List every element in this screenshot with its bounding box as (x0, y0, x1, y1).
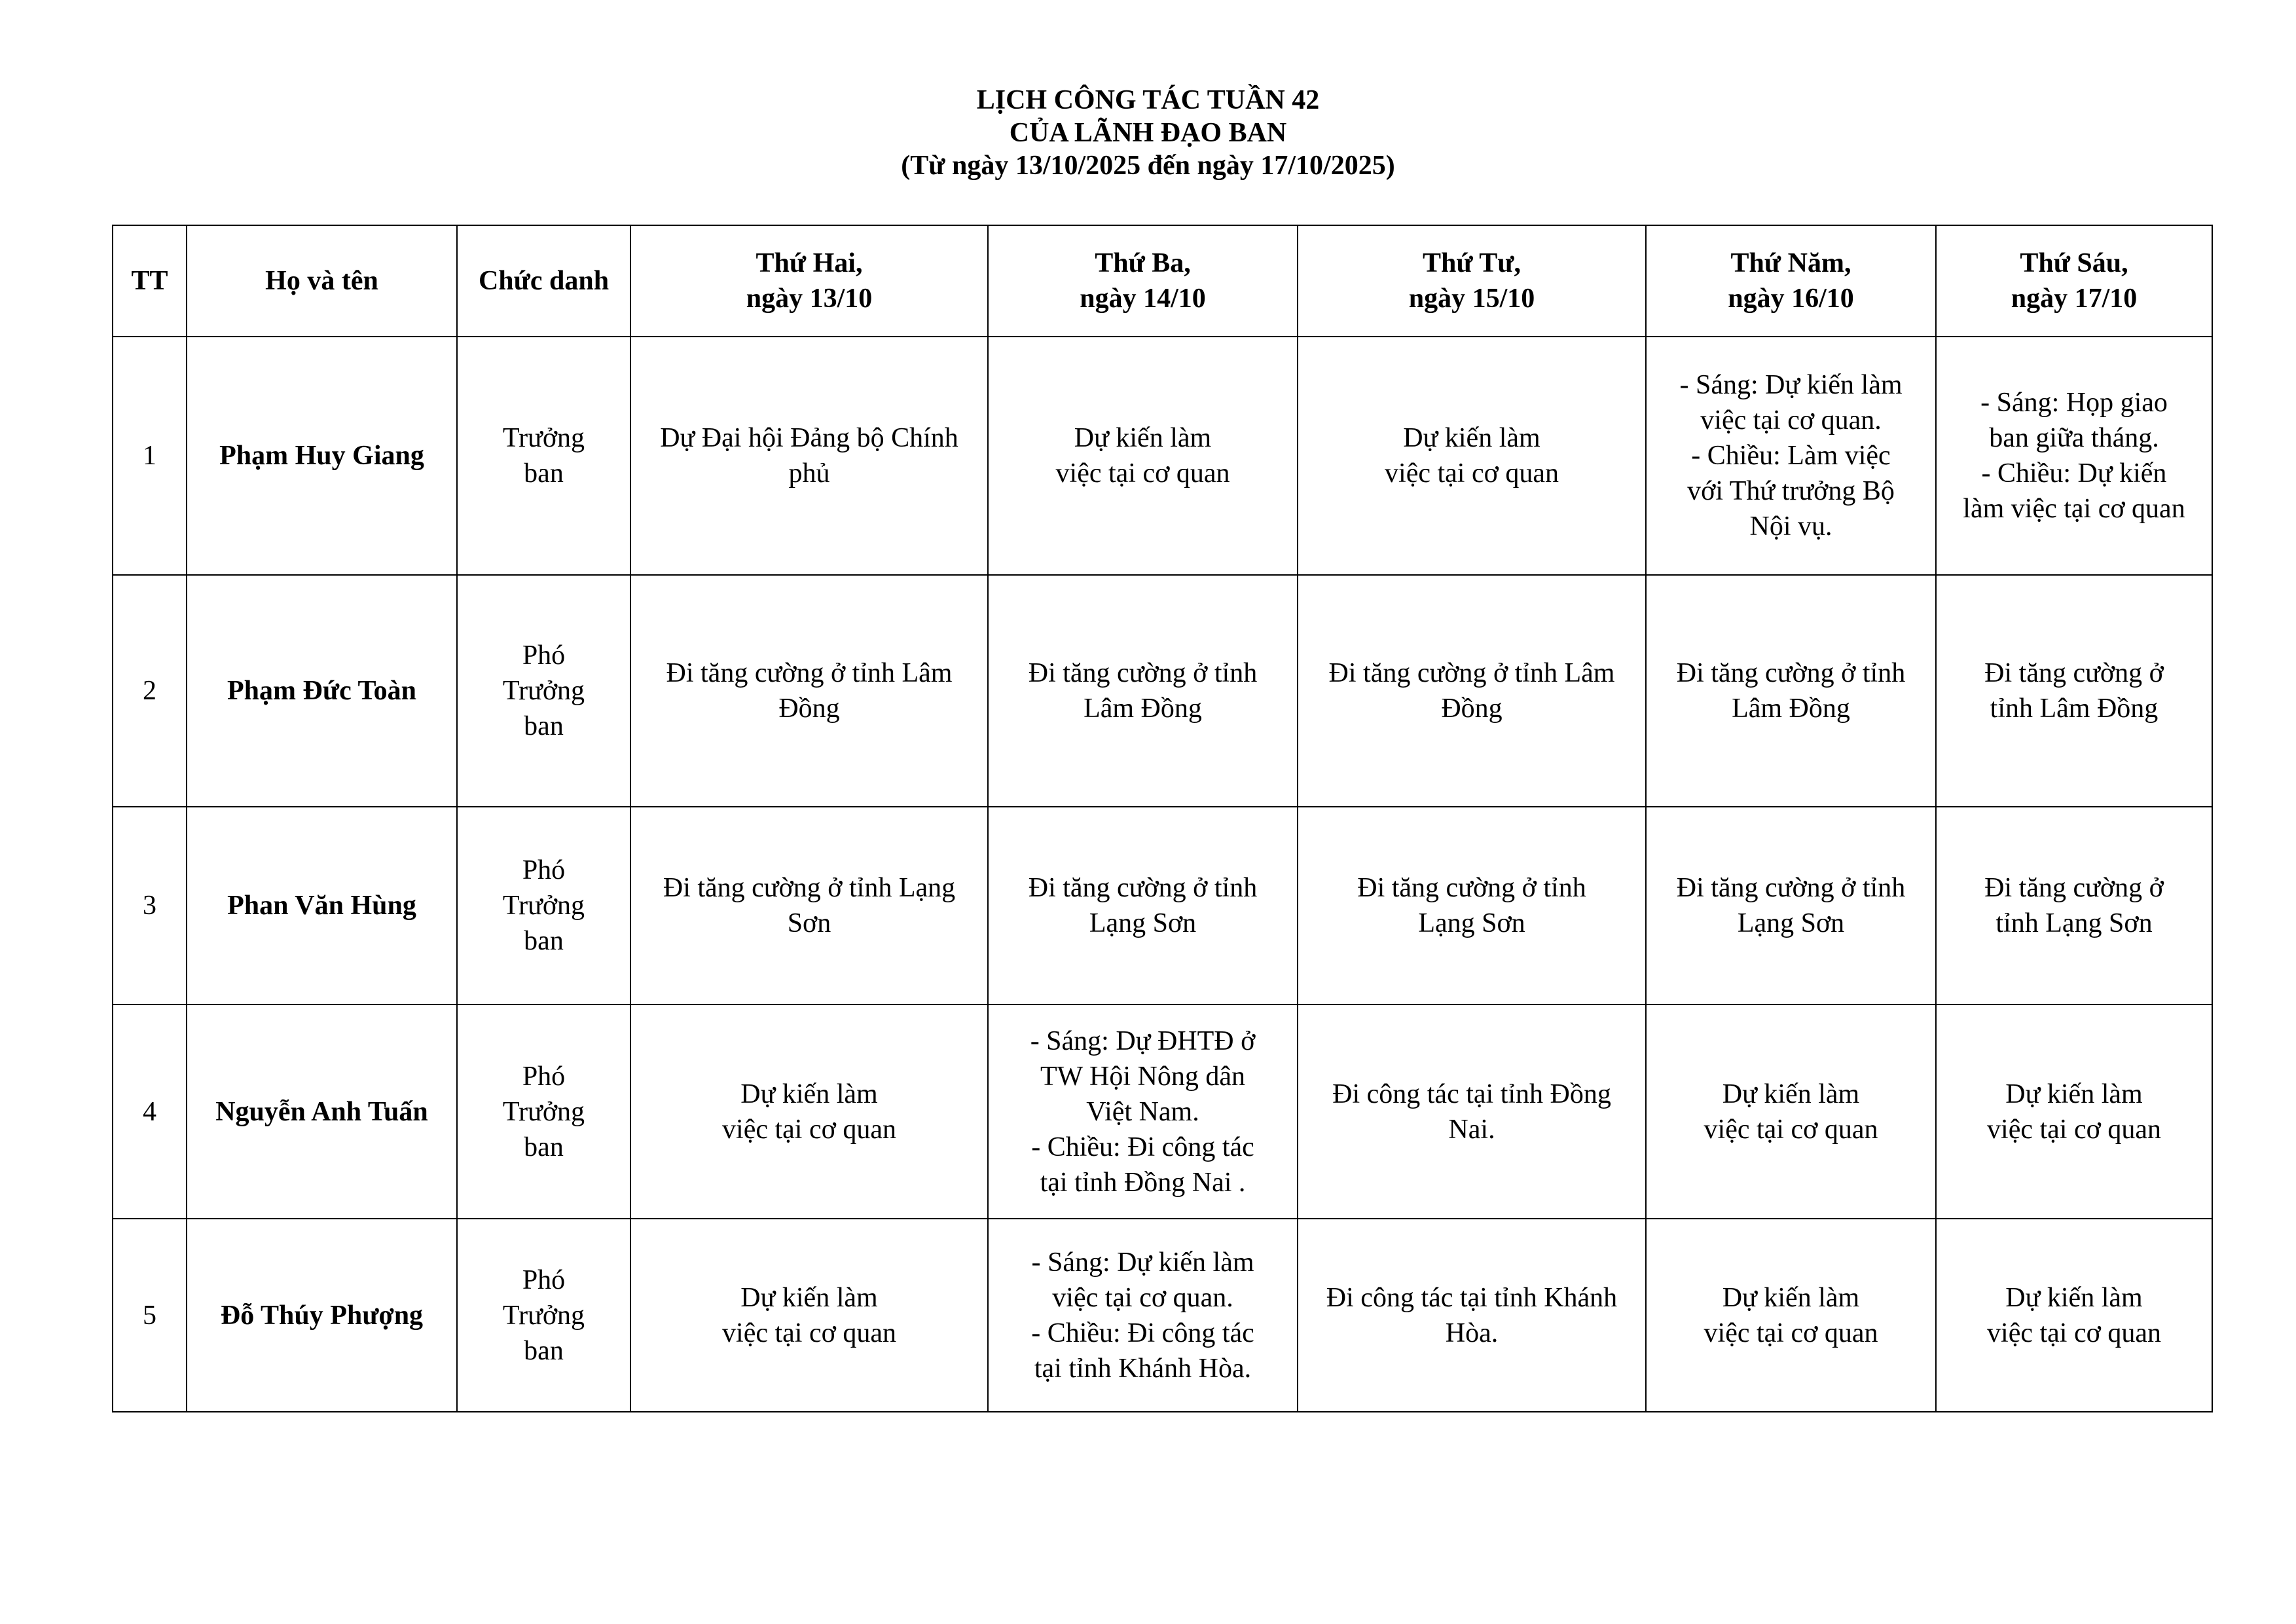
cell-line: Đi tăng cường ở tỉnh Lâm (1328, 658, 1615, 688)
table-header-row (113, 225, 2212, 337)
leader-name: Nguyễn Anh Tuấn (187, 1005, 457, 1219)
date-label: ngày 16/10 (1728, 284, 1854, 314)
cell-line: Lạng Sơn (1089, 908, 1197, 938)
cell-line: Đồng (1441, 693, 1503, 724)
cell-line: tỉnh Lâm Đồng (1990, 693, 2159, 724)
schedule-table (112, 225, 2213, 1412)
day-label: Thứ Hai, (756, 248, 863, 278)
cell-line: ban (524, 1132, 564, 1162)
schedule-cell-friday (1936, 807, 2212, 1005)
cell-line: Dự kiến làm (740, 1079, 878, 1109)
schedule-cell-friday (1936, 1219, 2212, 1412)
cell-line: ban (524, 926, 564, 956)
leader-name: Phạm Đức Toàn (187, 575, 457, 807)
cell-line: Trưởng (502, 1300, 585, 1331)
schedule-cell-friday (1936, 575, 2212, 807)
cell-line: Đi tăng cường ở tỉnh Lâm (666, 658, 953, 688)
schedule-cell-wednesday (1298, 1219, 1646, 1412)
row-number: 1 (113, 337, 187, 575)
column-header-tt: TT (113, 225, 187, 337)
table-row (113, 1219, 2212, 1412)
page-title: LỊCH CÔNG TÁC TUẦN 42 (976, 85, 1320, 115)
cell-line: Nội vụ. (1749, 511, 1832, 542)
schedule-cell-tuesday (988, 575, 1298, 807)
cell-line: việc tại cơ quan. (1052, 1282, 1233, 1313)
cell-line: Nai. (1448, 1114, 1495, 1145)
cell-line: Dự Đại hội Đảng bộ Chính (660, 423, 958, 453)
cell-line: - Chiều: Đi công tác (1031, 1318, 1254, 1348)
cell-line: Đi công tác tại tỉnh Đồng (1332, 1079, 1611, 1109)
row-number: 3 (113, 807, 187, 1005)
cell-line: Hòa. (1445, 1318, 1499, 1348)
column-header-friday (1936, 225, 2212, 337)
table-row (113, 575, 2212, 807)
cell-line: Đi tăng cường ở tỉnh (1676, 873, 1906, 903)
column-header-thursday (1646, 225, 1936, 337)
cell-line: Trưởng (502, 423, 585, 453)
cell-line: Đi tăng cường ở tỉnh (1357, 873, 1586, 903)
cell-line: Lạng Sơn (1737, 908, 1845, 938)
cell-line: ban (524, 458, 564, 489)
column-header-wednesday (1298, 225, 1646, 337)
cell-line: việc tại cơ quan (1704, 1114, 1878, 1145)
leader-position (457, 575, 630, 807)
leader-position (457, 807, 630, 1005)
cell-line: việc tại cơ quan (1055, 458, 1230, 489)
cell-line: việc tại cơ quan (1385, 458, 1559, 489)
date-label: ngày 14/10 (1080, 284, 1206, 314)
schedule-cell-tuesday (988, 807, 1298, 1005)
cell-line: Đi tăng cường ở tỉnh (1028, 658, 1258, 688)
leader-name: Phạm Huy Giang (187, 337, 457, 575)
cell-line: - Chiều: Dự kiến (1981, 458, 2167, 489)
cell-line: Trưởng (502, 891, 585, 921)
cell-line: phủ (788, 458, 830, 489)
schedule-cell-tuesday (988, 1219, 1298, 1412)
cell-line: Dự kiến làm (1722, 1282, 1860, 1313)
cell-line: với Thứ trưởng Bộ (1687, 476, 1895, 506)
cell-line: việc tại cơ quan (1704, 1318, 1878, 1348)
cell-line: việc tại cơ quan (1987, 1318, 2161, 1348)
schedule-cell-thursday (1646, 807, 1936, 1005)
day-label: Thứ Ba, (1095, 248, 1191, 278)
cell-line: Đi tăng cường ở (1984, 658, 2164, 688)
cell-line: tại tỉnh Khánh Hòa. (1034, 1353, 1252, 1384)
column-header-position: Chức danh (457, 225, 630, 337)
date-label: ngày 13/10 (746, 284, 873, 314)
cell-line: Dự kiến làm (1403, 423, 1540, 453)
cell-line: tỉnh Lạng Sơn (1995, 908, 2153, 938)
cell-line: - Sáng: Dự kiến làm (1679, 370, 1903, 400)
cell-line: Phó (522, 1061, 566, 1092)
leader-position (457, 1005, 630, 1219)
cell-line: việc tại cơ quan (722, 1318, 896, 1348)
schedule-body (113, 337, 2212, 1412)
page-subtitle: CỦA LÃNH ĐẠO BAN (1009, 118, 1287, 148)
row-number: 5 (113, 1219, 187, 1412)
date-label: ngày 17/10 (2011, 284, 2138, 314)
cell-line: Lâm Đồng (1732, 693, 1850, 724)
cell-line: Sơn (787, 908, 831, 938)
cell-line: TW Hội Nông dân (1040, 1061, 1245, 1092)
cell-line: việc tại cơ quan (1987, 1114, 2161, 1145)
schedule-cell-tuesday (988, 337, 1298, 575)
schedule-cell-monday (630, 1219, 988, 1412)
column-header-monday (630, 225, 988, 337)
cell-line: Dự kiến làm (740, 1282, 878, 1313)
cell-line: - Sáng: Họp giao (1980, 388, 2168, 418)
cell-line: Việt Nam. (1086, 1096, 1199, 1127)
date-range: (Từ ngày 13/10/2025 đến ngày 17/10/2025) (901, 151, 1395, 181)
date-label: ngày 15/10 (1408, 284, 1535, 314)
schedule-cell-thursday (1646, 1219, 1936, 1412)
cell-line: ban giữa tháng. (1989, 423, 2159, 453)
schedule-cell-wednesday (1298, 575, 1646, 807)
cell-line: làm việc tại cơ quan (1963, 494, 2185, 524)
cell-line: Đi công tác tại tỉnh Khánh (1326, 1282, 1618, 1313)
cell-line: Dự kiến làm (2005, 1079, 2143, 1109)
column-header-name: Họ và tên (187, 225, 457, 337)
cell-line: Lâm Đồng (1084, 693, 1202, 724)
schedule-cell-monday (630, 807, 988, 1005)
cell-line: Phó (522, 1264, 566, 1295)
cell-line: Phó (522, 855, 566, 885)
cell-line: việc tại cơ quan. (1700, 405, 1882, 435)
leader-name: Đỗ Thúy Phượng (187, 1219, 457, 1412)
day-label: Thứ Năm, (1730, 248, 1851, 278)
table-row (113, 337, 2212, 575)
row-number: 2 (113, 575, 187, 807)
document-header (0, 84, 2296, 182)
cell-line: - Sáng: Dự ĐHTĐ ở (1030, 1025, 1256, 1056)
schedule-cell-monday (630, 575, 988, 807)
cell-line: Đi tăng cường ở (1984, 873, 2164, 903)
cell-line: Đồng (778, 693, 840, 724)
cell-line: Đi tăng cường ở tỉnh Lạng (663, 873, 956, 903)
cell-line: Dự kiến làm (2005, 1282, 2143, 1313)
schedule-cell-friday (1936, 337, 2212, 575)
row-number: 4 (113, 1005, 187, 1219)
schedule-cell-thursday (1646, 1005, 1936, 1219)
schedule-cell-monday (630, 337, 988, 575)
cell-line: - Sáng: Dự kiến làm (1031, 1247, 1254, 1278)
table-row (113, 1005, 2212, 1219)
schedule-cell-thursday (1646, 337, 1936, 575)
cell-line: - Chiều: Đi công tác (1031, 1132, 1254, 1162)
cell-line: - Chiều: Làm việc (1691, 441, 1891, 471)
cell-line: tại tỉnh Đồng Nai . (1040, 1167, 1246, 1198)
cell-line: Lạng Sơn (1418, 908, 1525, 938)
leader-name: Phan Văn Hùng (187, 807, 457, 1005)
day-label: Thứ Sáu, (2020, 248, 2128, 278)
cell-line: Đi tăng cường ở tỉnh (1028, 873, 1258, 903)
cell-line: Trưởng (502, 1096, 585, 1127)
schedule-cell-tuesday (988, 1005, 1298, 1219)
schedule-cell-wednesday (1298, 337, 1646, 575)
cell-line: ban (524, 1335, 564, 1366)
schedule-cell-wednesday (1298, 807, 1646, 1005)
cell-line: Trưởng (502, 676, 585, 706)
cell-line: Phó (522, 640, 566, 671)
cell-line: việc tại cơ quan (722, 1114, 896, 1145)
column-header-tuesday (988, 225, 1298, 337)
table-row (113, 807, 2212, 1005)
leader-position (457, 337, 630, 575)
schedule-cell-monday (630, 1005, 988, 1219)
cell-line: Dự kiến làm (1722, 1079, 1860, 1109)
cell-line: ban (524, 711, 564, 741)
leader-position (457, 1219, 630, 1412)
cell-line: Dự kiến làm (1074, 423, 1212, 453)
schedule-cell-wednesday (1298, 1005, 1646, 1219)
schedule-cell-thursday (1646, 575, 1936, 807)
cell-line: Đi tăng cường ở tỉnh (1676, 658, 1906, 688)
schedule-cell-friday (1936, 1005, 2212, 1219)
day-label: Thứ Tư, (1422, 248, 1522, 278)
